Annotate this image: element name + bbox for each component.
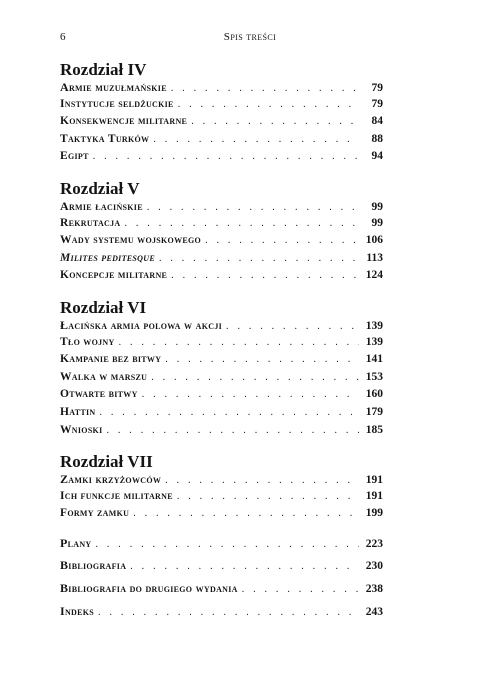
chapter-heading: Rozdział V bbox=[60, 178, 140, 198]
toc-entry-page: 106 bbox=[365, 234, 383, 247]
toc-entry-title: Otwarte bitwy bbox=[60, 388, 138, 401]
toc-entry bbox=[60, 269, 383, 287]
toc-entry-title: Armie muzułmańskie bbox=[60, 80, 167, 94]
toc-entry bbox=[60, 199, 383, 217]
toc-entry-page: 99 bbox=[371, 216, 383, 229]
table-of-contents bbox=[60, 60, 383, 626]
chapter-heading: Rozdział IV bbox=[60, 60, 147, 79]
toc-entry-page: 160 bbox=[365, 388, 383, 401]
leader-dots bbox=[147, 202, 359, 213]
leader-dots bbox=[125, 218, 360, 229]
toc-entry-title: Instytucje seldżuckie bbox=[60, 97, 174, 110]
toc-entry-title: Konsekwencje militarne bbox=[60, 115, 188, 128]
running-title: Spis treści bbox=[223, 31, 277, 43]
toc-entry-page: 223 bbox=[365, 537, 383, 550]
toc-entry-title: Bibliografia bbox=[60, 558, 127, 573]
leader-dots bbox=[98, 607, 359, 618]
toc-entry-page: 179 bbox=[365, 405, 383, 418]
leader-dots bbox=[133, 508, 359, 519]
toc-entry-page: 94 bbox=[371, 150, 383, 163]
leader-dots bbox=[171, 270, 359, 281]
chapter-6 bbox=[60, 298, 383, 441]
toc-entry bbox=[60, 604, 383, 627]
leader-dots bbox=[142, 389, 359, 400]
page-number: 6 bbox=[60, 31, 66, 43]
toc-entry-page: 141 bbox=[365, 353, 383, 366]
back-matter bbox=[60, 536, 383, 626]
toc-entry-title: Hattin bbox=[60, 405, 96, 418]
toc-entry-title: Ich funkcje militarne bbox=[60, 489, 173, 502]
toc-entry bbox=[60, 507, 383, 525]
toc-entry bbox=[60, 217, 383, 235]
chapter-4 bbox=[60, 60, 383, 168]
leader-dots bbox=[165, 354, 359, 365]
toc-entry-page: 113 bbox=[366, 251, 383, 264]
leader-dots bbox=[151, 372, 359, 383]
chapter-heading: Rozdział VII bbox=[60, 452, 153, 472]
toc-entry-title: Taktyka Turków bbox=[60, 132, 150, 145]
toc-entry-page: 79 bbox=[371, 97, 383, 110]
leader-dots bbox=[171, 83, 359, 94]
toc-entry-page: 139 bbox=[365, 335, 383, 348]
toc-entry-page: 238 bbox=[365, 583, 383, 596]
toc-entry-page: 230 bbox=[365, 560, 383, 573]
leader-dots bbox=[153, 134, 359, 145]
chapter-heading: Rozdział VI bbox=[60, 297, 147, 317]
toc-entry-page: 139 bbox=[365, 319, 383, 332]
toc-entry-title: Bibliografia do drugiego wydania bbox=[60, 581, 238, 596]
toc-entry bbox=[60, 371, 383, 389]
leader-dots bbox=[159, 253, 359, 264]
toc-entry-title: Formy zamku bbox=[60, 507, 130, 520]
leader-dots bbox=[165, 475, 359, 486]
toc-entry-page: 124 bbox=[365, 269, 383, 282]
toc-entry-page: 199 bbox=[365, 507, 383, 520]
toc-entry-page: 191 bbox=[365, 489, 383, 502]
chapter-7 bbox=[60, 452, 383, 525]
toc-entry bbox=[60, 472, 383, 490]
toc-entry-page: 153 bbox=[365, 370, 383, 383]
toc-entry-title: Armie łacińskie bbox=[60, 198, 143, 213]
toc-entry-title: Wnioski bbox=[60, 423, 103, 436]
toc-entry bbox=[60, 581, 383, 604]
toc-entry-page: 99 bbox=[371, 200, 383, 213]
leader-dots bbox=[226, 321, 359, 332]
toc-entry bbox=[60, 150, 383, 168]
toc-entry-page: 185 bbox=[365, 423, 383, 436]
leader-dots bbox=[191, 116, 359, 127]
leader-dots bbox=[107, 425, 360, 436]
toc-entry-title: Kampanie bez bitwy bbox=[60, 353, 162, 366]
toc-entry-title: Milites peditesque bbox=[60, 251, 155, 264]
toc-entry-title: Egipt bbox=[60, 150, 89, 163]
toc-entry bbox=[60, 133, 383, 151]
leader-dots bbox=[119, 337, 359, 348]
toc-entry-title: Koncepcje militarne bbox=[60, 269, 168, 282]
toc-entry bbox=[60, 406, 383, 424]
toc-entry bbox=[60, 115, 383, 133]
toc-entry bbox=[60, 234, 383, 252]
leader-dots bbox=[96, 539, 360, 550]
leader-dots bbox=[178, 99, 359, 110]
toc-entry bbox=[60, 490, 383, 508]
toc-entry bbox=[60, 252, 383, 270]
toc-entry-page: 88 bbox=[371, 132, 383, 145]
leader-dots bbox=[100, 407, 360, 418]
toc-entry bbox=[60, 424, 383, 442]
toc-entry bbox=[60, 388, 383, 406]
chapter-5 bbox=[60, 179, 383, 287]
toc-entry-title: Walka w marszu bbox=[60, 370, 148, 383]
page-header bbox=[60, 31, 440, 49]
toc-entry-page: 243 bbox=[365, 605, 383, 618]
toc-entry-page: 191 bbox=[365, 474, 383, 487]
toc-entry-title: Łacińska armia polowa w akcji bbox=[60, 317, 223, 332]
toc-entry bbox=[60, 80, 383, 98]
toc-entry bbox=[60, 353, 383, 371]
toc-entry-title: Wady systemu wojskowego bbox=[60, 234, 202, 247]
leader-dots bbox=[205, 235, 359, 246]
toc-entry bbox=[60, 536, 383, 559]
toc-entry-title: Indeks bbox=[60, 603, 95, 618]
toc-entry-title: Tło wojny bbox=[60, 335, 115, 348]
leader-dots bbox=[242, 584, 359, 595]
leader-dots bbox=[177, 491, 359, 502]
toc-entry-page: 84 bbox=[371, 115, 383, 128]
leader-dots bbox=[93, 151, 359, 162]
toc-entry bbox=[60, 558, 383, 581]
leader-dots bbox=[130, 561, 359, 572]
toc-entry-title: Plany bbox=[60, 535, 92, 550]
toc-entry bbox=[60, 98, 383, 116]
toc-entry-title: Rekrutacja bbox=[60, 216, 121, 229]
toc-entry bbox=[60, 318, 383, 336]
toc-entry-page: 79 bbox=[371, 82, 383, 94]
toc-entry bbox=[60, 336, 383, 354]
toc-entry-title: Zamki krzyżowców bbox=[60, 472, 162, 487]
